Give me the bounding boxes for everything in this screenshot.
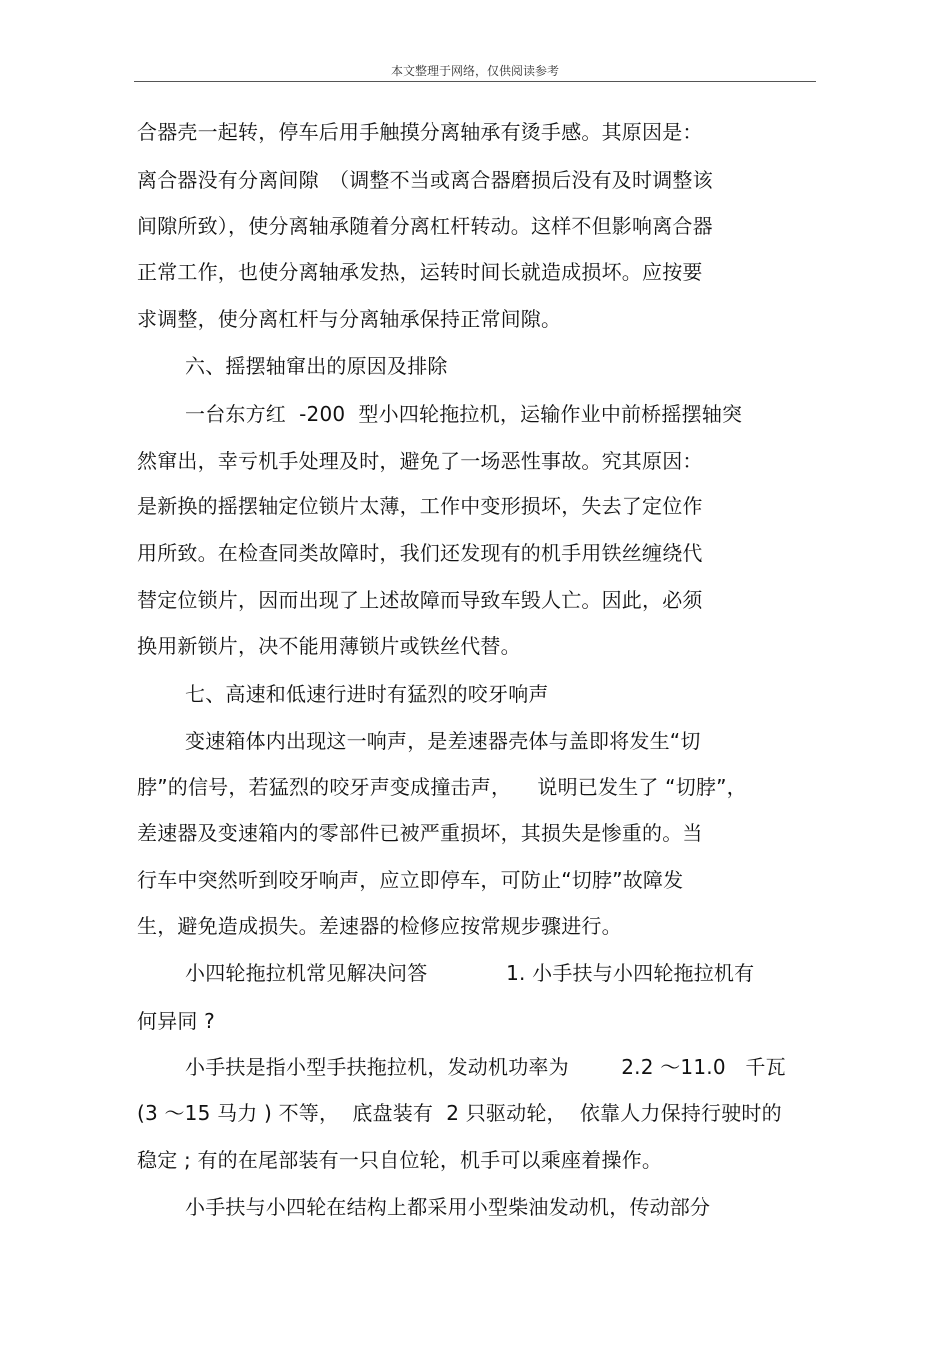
text-line: 生，避免造成损失。差速器的检修应按常规步骤进行。 [137, 914, 622, 938]
text-line: 合器壳一起转，停车后用手触摸分离轴承有烫手感。其原因是： [137, 120, 703, 144]
text-line: 然窜出，幸亏机手处理及时，避免了一场恶性事故。究其原因： [137, 449, 703, 473]
text-line: 何异同 ? [137, 1009, 215, 1033]
text-line: 是新换的摇摆轴定位锁片太薄，工作中变形损坏，失去了定位作 [137, 494, 703, 518]
text-line: 用所致。在检查同类故障时，我们还发现有的机手用铁丝缠绕代 [137, 541, 703, 565]
text-line: 变速箱体内出现这一响声，是差速器壳体与盖即将发生“切 [185, 729, 701, 753]
text-line: 小手扶与小四轮在结构上都采用小型柴油发动机，传动部分 [185, 1195, 711, 1219]
text-line: 行车中突然听到咬牙响声，应立即停车，可防止“切脖”故障发 [137, 868, 684, 892]
text-line: 求调整，使分离杠杆与分离轴承保持正常间隙。 [137, 307, 562, 331]
section-heading: 七、高速和低速行进时有猛烈的咬牙响声 [185, 682, 549, 706]
text-line: 一台东方红 -200 型小四轮拖拉机，运输作业中前桥摇摆轴突 [185, 402, 743, 426]
text-line: 正常工作，也使分离轴承发热，运转时间长就造成损坏。应按要 [137, 260, 703, 284]
text-line: 小手扶是指小型手扶拖拉机，发动机功率为 2.2 ～11.0 千瓦 [185, 1055, 786, 1079]
text-line: 脖”的信号，若猛烈的咬牙声变成撞击声， 说明已发生了 “切脖”， [137, 775, 747, 799]
page-header: 本文整理于网络，仅供阅读参考 [390, 64, 559, 78]
text-line: (3 ～15 马力 ) 不等， 底盘装有 2 只驱动轮， 依靠人力保持行驶时的 [137, 1101, 782, 1125]
section-heading: 六、摇摆轴窜出的原因及排除 [185, 354, 448, 378]
text-line: 间隙所致），使分离轴承随着分离杠杆转动。这样不但影响离合器 [137, 214, 713, 238]
header-divider [134, 81, 816, 82]
text-line: 小四轮拖拉机常见解决问答 1. 小手扶与小四轮拖拉机有 [185, 961, 755, 985]
text-line: 替定位锁片，因而出现了上述故障而导致车毁人亡。因此，必须 [137, 588, 703, 612]
text-line: 稳定 ; 有的在尾部装有一只自位轮，机手可以乘座着操作。 [137, 1148, 663, 1172]
text-line: 离合器没有分离间隙 （调整不当或离合器磨损后没有及时调整该 [137, 168, 713, 192]
text-line: 换用新锁片，决不能用薄锁片或铁丝代替。 [137, 634, 521, 658]
text-line: 差速器及变速箱内的零部件已被严重损坏，其损失是惨重的。当 [137, 821, 703, 845]
